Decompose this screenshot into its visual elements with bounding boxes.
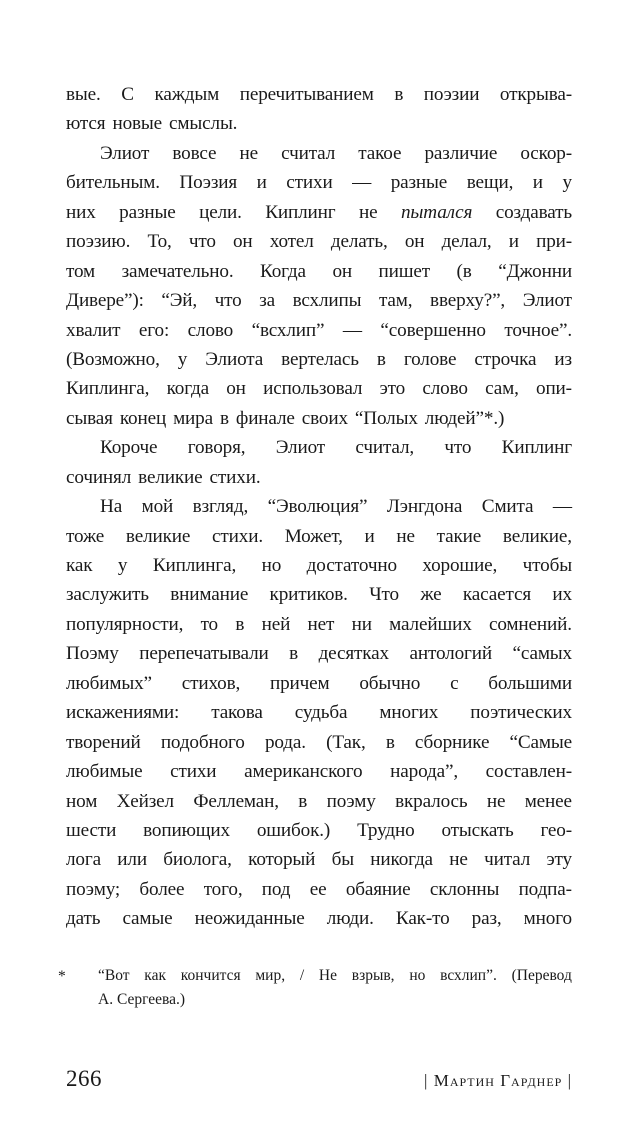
footnote-line-2: А. Сергеева.)	[98, 991, 186, 1008]
footnote-mark: *	[58, 968, 66, 985]
text-line: сывая конец мира в финале своих “Полых людей”*.)	[66, 407, 505, 429]
text-line: любимые стихи американского народа”, составлен-	[66, 761, 572, 783]
running-head: | Мартин Гарднер |	[424, 1071, 572, 1090]
text-line: бительным. Поэзия и стихи — разные вещи, и у	[66, 172, 572, 194]
text-line: Поэму перепечатывали в десятках антологий “самых	[66, 643, 572, 665]
page-number: 266	[66, 1066, 102, 1091]
text-line: ются новые смыслы.	[66, 113, 238, 135]
text-line: поэму; более того, под ее обаяние склонны подпа-	[66, 878, 572, 900]
text-line: популярности, то в ней нет ни малейших сомнений.	[66, 613, 572, 635]
text-line: ном Хейзел Феллеман, в поэму вкралось не менее	[66, 790, 572, 812]
text-line: Элиот вовсе не считал такое различие оскор-	[100, 142, 572, 164]
text-line: тоже великие стихи. Может, и не такие великие,	[66, 525, 572, 547]
text-line: Киплинга, когда он использовал это слово сам, опи-	[66, 378, 572, 400]
text-line: На мой взгляд, “Эволюция” Лэнгдона Смита —	[100, 496, 572, 518]
text-line: поэзию. То, что он хотел делать, он делал, и при-	[66, 231, 572, 253]
text-line: том замечательно. Когда он пишет (в “Джонни	[66, 260, 572, 282]
text-line: творений подобного рода. (Так, в сборнике “Самые	[66, 731, 572, 753]
text-line: искажениями: такова судьба многих поэтических	[66, 702, 572, 724]
text-line: вые. С каждым перечитыванием в поэзии открыва-	[66, 84, 572, 105]
body-text	[66, 80, 572, 934]
text-line: дать самые неожиданные люди. Как-то раз, много	[66, 908, 572, 930]
text-line: лога или биолога, который бы никогда не читал эту	[66, 849, 572, 871]
text-line: Короче говоря, Элиот считал, что Киплинг	[100, 437, 572, 459]
text-line: шести вопиющих ошибок.) Трудно отыскать гео-	[66, 819, 572, 841]
text-line: заслужить внимание критиков. Что же касается их	[66, 584, 572, 606]
text-line: как у Киплинга, но достаточно хорошие, чтобы	[66, 555, 572, 576]
text-line: сочинял великие стихи.	[66, 466, 261, 488]
text-line: любимых” стихов, причем обычно с большими	[66, 672, 572, 694]
text-line: Дивере”): “Эй, что за всхлипы там, вверху?”, Элиот	[66, 290, 572, 312]
footnote	[58, 964, 572, 1012]
footnote-line-1: “Вот как кончится мир, / Не взрыв, но всхлип”. (Перевод	[98, 967, 572, 984]
text-line: хвалит его: слово “всхлип” — “совершенно точное”.	[66, 319, 572, 341]
page-footer	[66, 1066, 572, 1106]
text-line: них разные цели. Киплинг не пытался создавать	[66, 201, 572, 223]
text-line: (Возможно, у Элиота вертелась в голове строчка из	[66, 348, 572, 370]
